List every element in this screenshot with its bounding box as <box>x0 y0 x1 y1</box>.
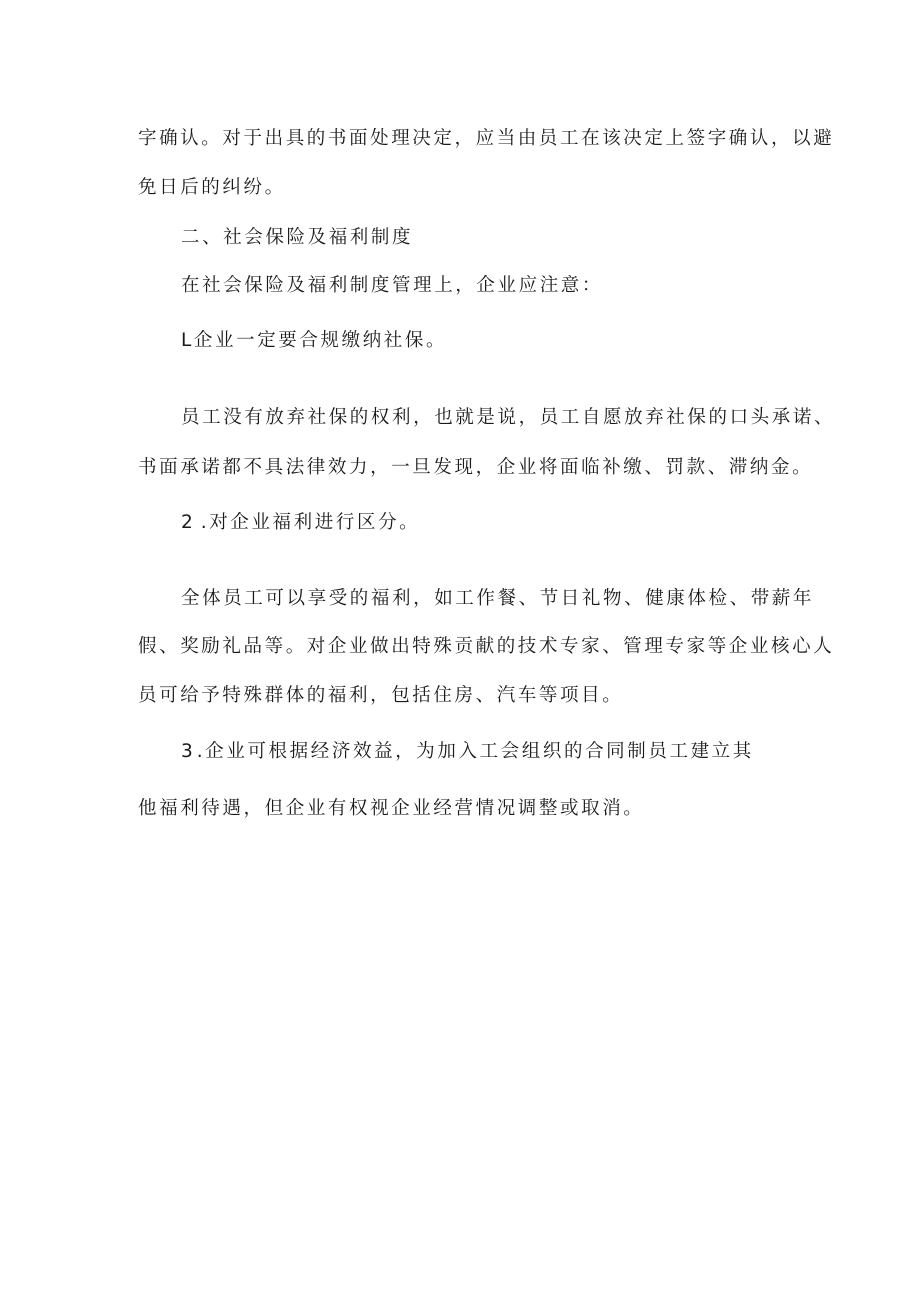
list-item-heading <box>181 740 754 764</box>
paragraph-line: 员可给予特殊群体的福利，包括住房、汽车等项目。 <box>138 685 624 706</box>
list-number: 3 <box>181 741 193 762</box>
list-number: 2 <box>181 512 193 533</box>
list-item-heading: L企业一定要合规缴纳社保。 <box>181 330 448 351</box>
paragraph-line: 免日后的纠纷。 <box>138 177 286 198</box>
paragraph-line: 字确认。对于出具的书面处理决定，应当由员工在该决定上签字确认，以避 <box>138 128 835 149</box>
list-item-text: .对企业福利进行区分。 <box>200 512 421 533</box>
list-item-heading <box>181 511 420 535</box>
list-item-text: .企业可根据经济效益，为加入工会组织的合同制员工建立其 <box>196 741 754 762</box>
section-heading: 二、社会保险及福利制度 <box>181 227 414 248</box>
paragraph-line: 在社会保险及福利制度管理上，企业应注意： <box>181 275 604 296</box>
paragraph-line: 假、奖励礼品等。对企业做出特殊贡献的技术专家、管理专家等企业核心人 <box>138 636 835 657</box>
paragraph-line: 全体员工可以享受的福利，如工作餐、节日礼物、健康体检、带薪年 <box>181 588 815 609</box>
paragraph-line: 员工没有放弃社保的权利，也就是说，员工自愿放弃社保的口头承诺、 <box>181 407 836 428</box>
paragraph-line: 书面承诺都不具法律效力，一旦发现，企业将面临补缴、罚款、滞纳金。 <box>138 457 814 478</box>
paragraph-line: 他福利待遇，但企业有权视企业经营情况调整或取消。 <box>138 798 645 819</box>
